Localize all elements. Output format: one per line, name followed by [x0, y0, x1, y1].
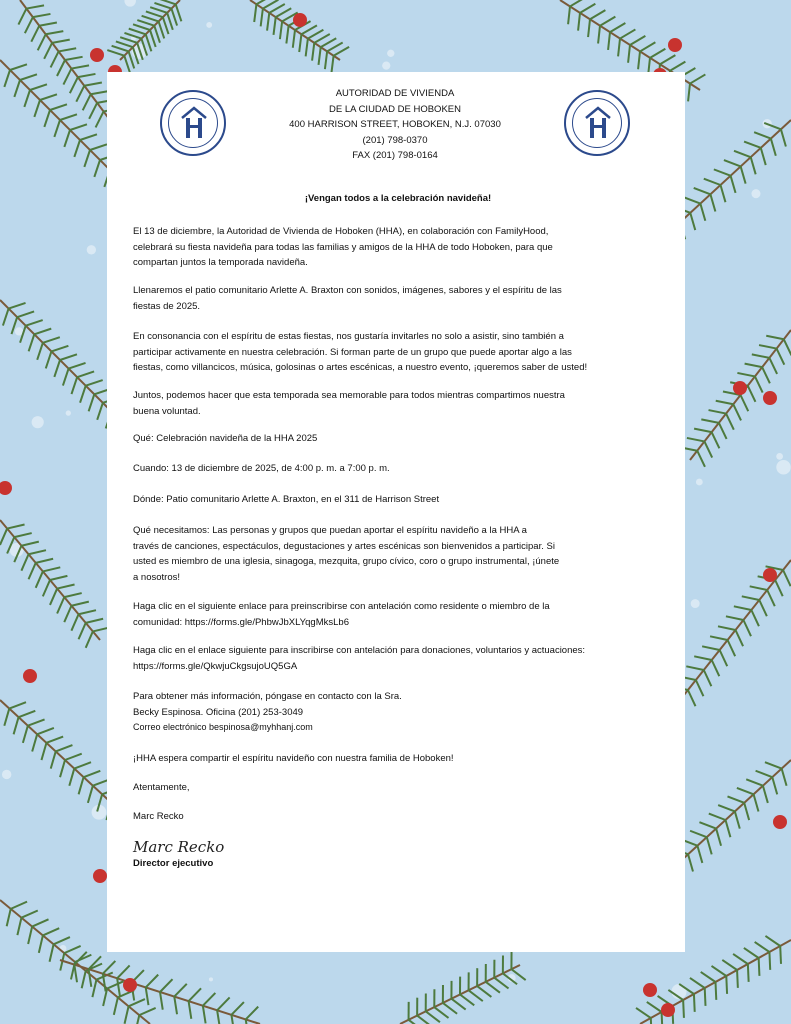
text-line: Dónde: Patio comunitario Arlette A. Braxton, en el 311 de Harrison Street — [133, 494, 440, 505]
letterhead — [230, 86, 560, 164]
contact-email[interactable]: Correo electrónico bespinosa@myhhanj.com — [133, 722, 313, 732]
paragraph-needs — [133, 523, 638, 585]
hha-seal-left — [160, 90, 226, 156]
paragraph-intro — [133, 224, 673, 271]
resident-signup-link[interactable]: comunidad: https://forms.gle/PhbwJbXLYqgMksLb6 — [133, 616, 349, 628]
text-line: En consonancia con el espíritu de estas fiestas, nos gustaría invitarles no solo a asistir, sino también a — [133, 331, 564, 342]
house-logo-icon — [179, 104, 209, 142]
sign-off — [133, 780, 673, 796]
text-line: celebrará su fiesta navideña para todas las familias y amigos de la HHA de todo Hoboken, para que — [133, 241, 553, 253]
volunteer-signup-link[interactable]: https://forms.gle/QkwjuCkgsujoUQ5GA — [133, 660, 298, 672]
text-line: participar activamente en nuestra celebración. Si forman parte de un grupo que puede aportar algo a las — [133, 346, 572, 358]
text-line: Cuando: 13 de diciembre de 2025, de 4:00 p. m. a 7:00 p. m. — [133, 463, 390, 474]
closing-line — [133, 751, 673, 767]
text-line: El 13 de diciembre, la Autoridad de Vivienda de Hoboken (HHA), en colaboración con FamilyHood, — [133, 226, 549, 237]
text-line: Llenaremos el patio comunitario Arlette A. Braxton con sonidos, imágenes, sabores y el espíritu de las — [133, 285, 562, 296]
paragraph-invite — [133, 329, 673, 376]
org-name-line2: DE LA CIUDAD DE HOBOKEN — [329, 103, 461, 115]
event-what — [133, 431, 673, 447]
text-line: ¡HHA espera compartir el espíritu navideño con nuestra familia de Hoboken! — [133, 753, 454, 764]
text-line: Para obtener más información, póngase en contacto con la Sra. — [133, 691, 402, 702]
org-fax: FAX (201) 798-0164 — [352, 150, 438, 161]
event-where — [133, 492, 673, 508]
text-line: Qué: Celebración navideña de la HHA 2025 — [133, 433, 318, 444]
house-logo-icon — [583, 104, 613, 142]
text-line: Marc Recko — [133, 811, 184, 822]
text-line: Haga clic en el siguiente enlace para preinscribirse con antelación como residente o miembro de la — [133, 601, 550, 612]
org-address: 400 HARRISON STREET, HOBOKEN, N.J. 07030 — [289, 119, 501, 130]
handwritten-signature: Marc Recko — [133, 838, 225, 856]
hha-seal-right — [564, 90, 630, 156]
paragraph-together — [133, 388, 673, 419]
event-when — [133, 461, 673, 477]
org-phone: (201) 798-0370 — [362, 134, 428, 146]
text-line: Juntos, podemos hacer que esta temporada sea memorable para todos mientras compartimos nuestra — [133, 390, 565, 401]
paragraph-patio — [133, 283, 673, 314]
paragraph-resident-signup — [133, 599, 673, 630]
headline: ¡Vengan todos a la celebración navideña! — [304, 193, 492, 204]
text-line: fiestas, como villancicos, música, golosinas o artes escénicas, a nuestro evento, ¡queremos saber de usted! — [133, 362, 588, 373]
text-line: Atentamente, — [133, 782, 190, 793]
text-line: fiestas de 2025. — [133, 300, 201, 312]
signer-title: Director ejecutivo — [133, 858, 214, 869]
text-line: Haga clic en el enlace siguiente para inscribirse con antelación para donaciones, voluntarios y actuaciones: — [133, 645, 586, 656]
org-name-line1: AUTORIDAD DE VIVIENDA — [335, 88, 455, 99]
paragraph-contact — [133, 689, 673, 736]
text-line: través de canciones, espectáculos, degustaciones y artes escénicas son bienvenidos a participar. Si — [133, 540, 555, 552]
text-line: usted es miembro de una iglesia, sinagoga, mezquita, grupo cívico, coro o grupo instrumental, ¡únete — [133, 556, 560, 567]
paragraph-volunteer-signup — [133, 643, 673, 674]
text-line: Becky Espinosa. Oficina (201) 253-3049 — [133, 706, 304, 718]
text-line: Qué necesitamos: Las personas y grupos que puedan aportar el espíritu navideño a la HHA a — [133, 525, 527, 536]
text-line: compartan juntos la temporada navideña. — [133, 257, 308, 268]
signer-name — [133, 809, 673, 825]
text-line: a nosotros! — [133, 571, 180, 583]
text-line: buena voluntad. — [133, 405, 201, 417]
